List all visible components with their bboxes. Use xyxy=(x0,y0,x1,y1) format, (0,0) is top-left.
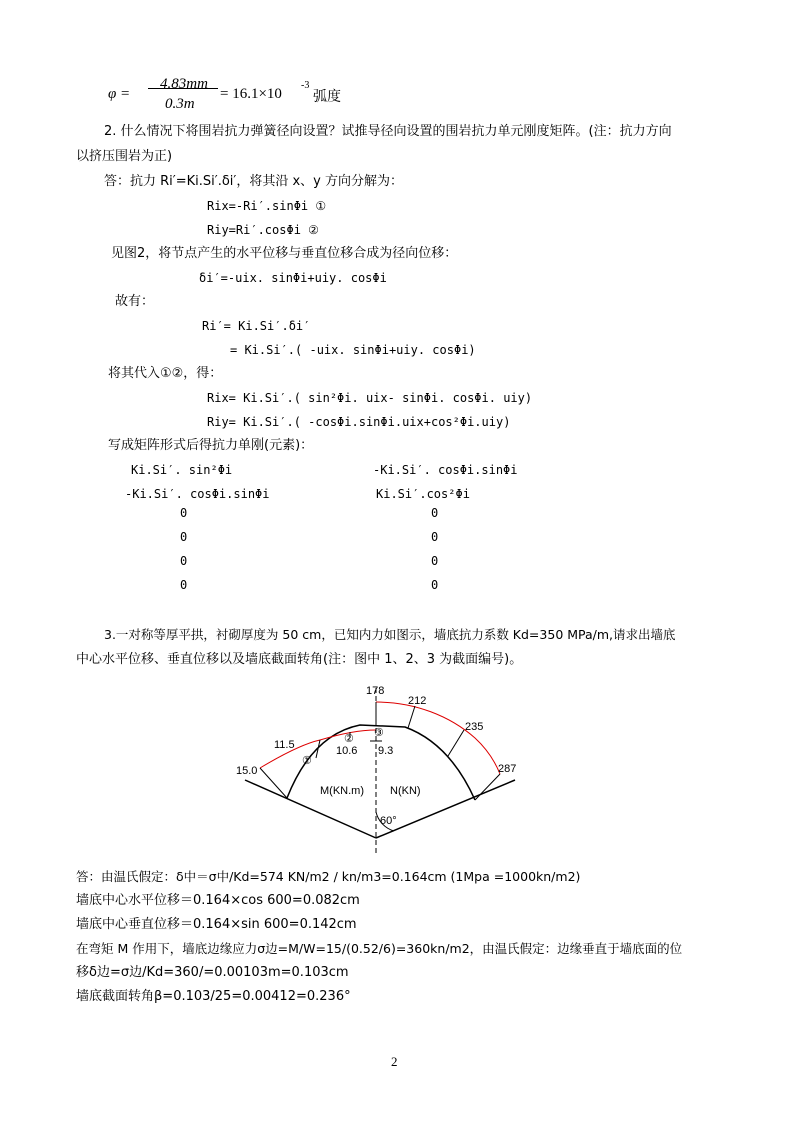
q3-answer2: 墙底中心水平位移＝0.164×cos 600=0.082cm xyxy=(76,893,360,908)
q3-answer4: 在弯矩 M 作用下，墙底边缘应力σ边=M/W=15/(0.52/6)=360kn/m2，由温氏假定：边缘垂直于墙底面的位 xyxy=(76,941,683,956)
matrix-zero: 0 xyxy=(431,578,439,592)
q2-eq7: Riy= Ki.Si′.( -cosΦi.sinΦi.uix+cos²Φi.uiy) xyxy=(207,415,511,429)
q2-text3: 故有： xyxy=(115,294,155,309)
section-1-marker: ① xyxy=(302,755,312,767)
formula-exponent: -3 xyxy=(301,80,310,91)
formula-denominator: 0.3m xyxy=(165,96,195,112)
label-11-5: 11.5 xyxy=(274,739,295,751)
q2-text5: 写成矩阵形式后得抗力单刚(元素)： xyxy=(108,438,314,453)
q3-line2: 中心水平位移、垂直位移以及墙底截面转角(注：图中 1、2、3 为截面编号)。 xyxy=(76,652,523,667)
matrix-zero: 0 xyxy=(180,506,188,520)
formula-rhs: = 16.1×10 xyxy=(220,86,282,102)
q2-eq5: = Ki.Si′.( -uix. sinΦi+uiy. cosΦi) xyxy=(230,343,476,357)
q2-answer-intro: 答：抗力 Ri′=Ki.Si′.δi′，将其沿 x、y 方向分解为： xyxy=(104,174,404,189)
label-9-3: 9.3 xyxy=(378,745,394,757)
q2-text2: 见图2，将节点产生的水平位移与垂直位移合成为径向位移： xyxy=(111,246,458,261)
section-2-marker: ② xyxy=(344,733,354,745)
label-178: 178 xyxy=(366,685,385,697)
matrix-zero: 0 xyxy=(431,530,439,544)
matrix-zero: 0 xyxy=(180,578,188,592)
fraction-bar xyxy=(148,88,218,90)
label-moment: M(KN.m) xyxy=(320,785,364,797)
q3-answer5: 移δ边=σ边/Kd=360/=0.00103m=0.103cm xyxy=(76,965,349,980)
normal-ord-287 xyxy=(475,774,500,800)
matrix-zero: 0 xyxy=(431,506,439,520)
matrix-r2c2: Ki.Si′.cos²Φi xyxy=(376,487,470,501)
q2-text4: 将其代入①②，得： xyxy=(108,366,223,381)
matrix-r1c2: -Ki.Si′. cosΦi.sinΦi xyxy=(373,463,518,477)
q3-answer3: 墙底中心垂直位移＝0.164×sin 600=0.142cm xyxy=(76,917,357,932)
matrix-r2c1: -Ki.Si′. cosΦi.sinΦi xyxy=(125,487,270,501)
label-212: 212 xyxy=(408,695,427,707)
matrix-zero: 0 xyxy=(180,554,188,568)
q2-line2: 以挤压围岩为正) xyxy=(76,149,173,164)
arch-diagram xyxy=(230,680,530,858)
q2-eq6: Rix= Ki.Si′.( sin²Φi. uix- sinΦi. cosΦi. uiy) xyxy=(207,391,533,405)
page-number: 2 xyxy=(391,1054,398,1069)
label-normal: N(KN) xyxy=(390,785,421,797)
moment-left-end xyxy=(260,768,287,798)
q3-answer1: 答：由温氏假定：δ中＝σ中/Kd=574 KN/m2 / kn/m3=0.164cm (1Mpa =1000kn/m2) xyxy=(76,869,581,884)
q2-eq3: δi′=-uix. sinΦi+uiy. cosΦi xyxy=(199,271,387,285)
matrix-zero: 0 xyxy=(431,554,439,568)
normal-ord-235 xyxy=(448,730,464,756)
label-235: 235 xyxy=(465,721,484,733)
formula-numerator: 4.83mm xyxy=(160,76,208,92)
matrix-zero: 0 xyxy=(180,530,188,544)
label-15-0: 15.0 xyxy=(236,765,258,777)
label-287: 287 xyxy=(498,763,517,775)
q3-answer6: 墙底截面转角β=0.103/25=0.00412=0.236° xyxy=(76,989,351,1004)
q2-eq4: Ri′= Ki.Si′.δi′ xyxy=(202,319,311,333)
q2-eq1: Rix=-Ri′.sinΦi ① xyxy=(207,199,327,213)
label-angle: 60° xyxy=(380,815,397,827)
matrix-r1c1: Ki.Si′. sin²Φi xyxy=(131,463,233,477)
label-10-6: 10.6 xyxy=(336,745,358,757)
normal-force-diagram xyxy=(376,702,500,774)
q2-eq2: Riy=Ri′.cosΦi ② xyxy=(207,223,319,237)
q3-line1: 3.一对称等厚平拱，衬砌厚度为 50 cm，已知内力如图示，墙底抗力系数 Kd=350 MPa/m,请求出墙底 xyxy=(104,627,676,642)
section-3-marker: ③ xyxy=(374,727,384,739)
q2-line1: 2. 什么情况下将围岩抗力弹簧径向设置？试推导径向设置的围岩抗力单元刚度矩阵。(注：抗力方向 xyxy=(104,124,672,139)
normal-ord-212 xyxy=(408,706,415,728)
formula-unit: 弧度 xyxy=(313,90,341,105)
formula-lhs: φ = xyxy=(108,86,131,102)
